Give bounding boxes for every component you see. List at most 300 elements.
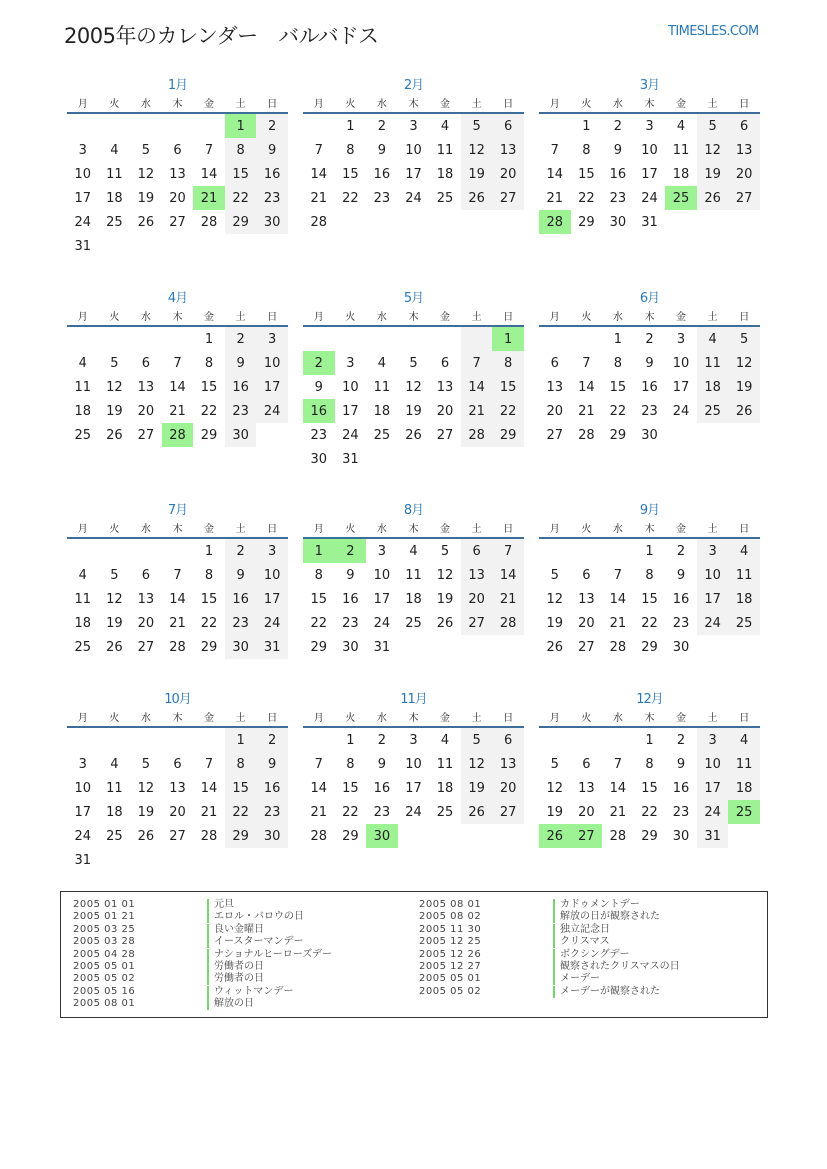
day-cell[interactable]: 19 — [137, 190, 155, 206]
day-cell[interactable]: 1 — [582, 118, 591, 134]
day-cell[interactable]: 7 — [204, 142, 214, 158]
day-cell[interactable]: 24 — [342, 427, 359, 443]
day-cell[interactable]: 5 — [697, 113, 729, 138]
day-cell[interactable]: 18 — [74, 403, 92, 419]
day-cell[interactable]: 13 — [492, 752, 524, 776]
holiday-day-cell[interactable]: 26 — [539, 824, 571, 848]
day-cell[interactable]: 8 — [492, 351, 524, 375]
day-cell[interactable]: 23 — [672, 615, 690, 631]
day-cell[interactable]: 28 — [578, 427, 595, 443]
day-cell[interactable]: 17 — [74, 190, 92, 206]
day-cell[interactable]: 31 — [373, 639, 391, 655]
day-cell[interactable]: 4 — [409, 543, 418, 559]
day-cell[interactable]: 17 — [697, 776, 729, 800]
day-cell[interactable]: 7 — [314, 756, 323, 772]
day-cell[interactable]: 23 — [225, 399, 257, 423]
day-cell[interactable]: 17 — [405, 780, 422, 796]
day-cell[interactable]: 13 — [492, 138, 524, 162]
day-cell[interactable]: 6 — [550, 355, 559, 371]
day-cell[interactable]: 20 — [492, 776, 524, 800]
day-cell[interactable]: 24 — [697, 800, 729, 824]
day-cell[interactable]: 17 — [641, 166, 658, 182]
day-cell[interactable]: 18 — [373, 403, 391, 419]
day-cell[interactable]: 3 — [409, 118, 418, 134]
day-cell[interactable]: 28 — [310, 214, 328, 230]
day-cell[interactable]: 1 — [346, 118, 355, 134]
day-cell[interactable]: 2 — [613, 118, 623, 134]
day-cell[interactable]: 6 — [582, 567, 591, 583]
day-cell[interactable]: 18 — [106, 190, 123, 206]
holiday-day-cell[interactable]: 2 — [335, 538, 367, 563]
day-cell[interactable]: 3 — [256, 538, 288, 563]
day-cell[interactable]: 9 — [676, 567, 686, 583]
day-cell[interactable]: 29 — [200, 639, 218, 655]
day-cell[interactable]: 24 — [405, 804, 422, 820]
day-cell[interactable]: 25 — [106, 828, 123, 844]
day-cell[interactable]: 29 — [578, 214, 595, 230]
holiday-day-cell[interactable]: 25 — [665, 186, 697, 210]
day-cell[interactable]: 27 — [137, 427, 155, 443]
day-cell[interactable]: 2 — [225, 326, 257, 351]
day-cell[interactable]: 19 — [697, 162, 729, 186]
day-cell[interactable]: 22 — [342, 804, 359, 820]
day-cell[interactable]: 10 — [256, 351, 288, 375]
day-cell[interactable]: 17 — [74, 804, 92, 820]
day-cell[interactable]: 21 — [461, 399, 493, 423]
holiday-day-cell[interactable]: 2 — [303, 351, 335, 375]
day-cell[interactable]: 20 — [492, 162, 524, 186]
day-cell[interactable]: 16 — [672, 591, 690, 607]
day-cell[interactable]: 30 — [256, 210, 288, 234]
day-cell[interactable]: 19 — [405, 403, 422, 419]
day-cell[interactable]: 11 — [436, 756, 454, 772]
day-cell[interactable]: 7 — [550, 142, 559, 158]
day-cell[interactable]: 29 — [641, 639, 658, 655]
day-cell[interactable]: 23 — [373, 190, 391, 206]
day-cell[interactable]: 6 — [728, 113, 760, 138]
day-cell[interactable]: 9 — [377, 756, 387, 772]
day-cell[interactable]: 27 — [436, 427, 454, 443]
day-cell[interactable]: 23 — [342, 615, 359, 631]
day-cell[interactable]: 7 — [173, 355, 182, 371]
day-cell[interactable]: 17 — [373, 591, 391, 607]
day-cell[interactable]: 29 — [200, 427, 218, 443]
day-cell[interactable]: 17 — [342, 403, 359, 419]
day-cell[interactable]: 14 — [169, 379, 186, 395]
day-cell[interactable]: 8 — [204, 567, 214, 583]
day-cell[interactable]: 19 — [106, 615, 123, 631]
day-cell[interactable]: 16 — [225, 375, 257, 399]
day-cell[interactable]: 11 — [672, 142, 690, 158]
day-cell[interactable]: 12 — [461, 752, 493, 776]
holiday-day-cell[interactable]: 28 — [539, 210, 571, 234]
day-cell[interactable]: 20 — [169, 190, 186, 206]
day-cell[interactable]: 7 — [204, 756, 214, 772]
day-cell[interactable]: 19 — [461, 776, 493, 800]
day-cell[interactable]: 7 — [461, 351, 493, 375]
day-cell[interactable]: 16 — [342, 591, 359, 607]
day-cell[interactable]: 3 — [346, 355, 355, 371]
day-cell[interactable]: 10 — [74, 780, 92, 796]
day-cell[interactable]: 3 — [697, 727, 729, 752]
day-cell[interactable]: 4 — [697, 326, 729, 351]
day-cell[interactable]: 22 — [641, 804, 658, 820]
day-cell[interactable]: 23 — [373, 804, 391, 820]
day-cell[interactable]: 25 — [697, 399, 729, 423]
day-cell[interactable]: 10 — [641, 142, 658, 158]
day-cell[interactable]: 27 — [546, 427, 564, 443]
day-cell[interactable]: 5 — [110, 567, 119, 583]
day-cell[interactable]: 9 — [225, 351, 257, 375]
day-cell[interactable]: 13 — [728, 138, 760, 162]
day-cell[interactable]: 5 — [550, 756, 559, 772]
day-cell[interactable]: 2 — [256, 727, 288, 752]
day-cell[interactable]: 14 — [492, 563, 524, 587]
day-cell[interactable]: 3 — [409, 732, 418, 748]
day-cell[interactable]: 27 — [461, 611, 493, 635]
day-cell[interactable]: 26 — [137, 214, 155, 230]
day-cell[interactable]: 15 — [342, 780, 359, 796]
day-cell[interactable]: 6 — [492, 727, 524, 752]
day-cell[interactable]: 24 — [672, 403, 690, 419]
day-cell[interactable]: 12 — [546, 591, 564, 607]
day-cell[interactable]: 25 — [436, 804, 454, 820]
day-cell[interactable]: 14 — [546, 166, 564, 182]
day-cell[interactable]: 20 — [461, 587, 493, 611]
day-cell[interactable]: 19 — [546, 804, 564, 820]
day-cell[interactable]: 26 — [697, 186, 729, 210]
day-cell[interactable]: 27 — [492, 800, 524, 824]
day-cell[interactable]: 23 — [310, 427, 328, 443]
day-cell[interactable]: 5 — [461, 727, 493, 752]
day-cell[interactable]: 12 — [405, 379, 422, 395]
day-cell[interactable]: 16 — [256, 162, 288, 186]
day-cell[interactable]: 2 — [377, 118, 387, 134]
day-cell[interactable]: 22 — [310, 615, 328, 631]
day-cell[interactable]: 10 — [697, 752, 729, 776]
day-cell[interactable]: 1 — [346, 732, 355, 748]
day-cell[interactable]: 5 — [141, 756, 151, 772]
day-cell[interactable]: 9 — [346, 567, 355, 583]
day-cell[interactable]: 21 — [578, 403, 595, 419]
day-cell[interactable]: 26 — [137, 828, 155, 844]
day-cell[interactable]: 29 — [641, 828, 658, 844]
day-cell[interactable]: 18 — [436, 166, 454, 182]
day-cell[interactable]: 2 — [676, 732, 686, 748]
day-cell[interactable]: 24 — [405, 190, 422, 206]
day-cell[interactable]: 27 — [728, 186, 760, 210]
day-cell[interactable]: 6 — [173, 142, 182, 158]
day-cell[interactable]: 3 — [645, 118, 654, 134]
day-cell[interactable]: 5 — [409, 355, 418, 371]
day-cell[interactable]: 12 — [461, 138, 493, 162]
day-cell[interactable]: 6 — [582, 756, 591, 772]
day-cell[interactable]: 14 — [310, 166, 328, 182]
day-cell[interactable]: 10 — [672, 355, 690, 371]
day-cell[interactable]: 21 — [310, 804, 328, 820]
day-cell[interactable]: 31 — [342, 451, 359, 467]
day-cell[interactable]: 6 — [141, 355, 151, 371]
day-cell[interactable]: 27 — [492, 186, 524, 210]
holiday-day-cell[interactable]: 30 — [366, 824, 398, 848]
day-cell[interactable]: 17 — [405, 166, 422, 182]
day-cell[interactable]: 3 — [377, 543, 387, 559]
day-cell[interactable]: 9 — [256, 752, 288, 776]
day-cell[interactable]: 1 — [613, 331, 623, 347]
day-cell[interactable]: 14 — [609, 591, 627, 607]
day-cell[interactable]: 6 — [461, 538, 493, 563]
day-cell[interactable]: 12 — [106, 379, 123, 395]
day-cell[interactable]: 8 — [346, 756, 355, 772]
day-cell[interactable]: 9 — [225, 563, 257, 587]
day-cell[interactable]: 15 — [641, 780, 658, 796]
day-cell[interactable]: 4 — [676, 118, 686, 134]
day-cell[interactable]: 30 — [225, 635, 257, 659]
day-cell[interactable]: 27 — [578, 639, 595, 655]
holiday-day-cell[interactable]: 25 — [728, 800, 760, 824]
holiday-day-cell[interactable]: 16 — [303, 399, 335, 423]
day-cell[interactable]: 15 — [492, 375, 524, 399]
day-cell[interactable]: 15 — [200, 591, 218, 607]
day-cell[interactable]: 24 — [641, 190, 658, 206]
day-cell[interactable]: 16 — [609, 166, 627, 182]
day-cell[interactable]: 6 — [492, 113, 524, 138]
day-cell[interactable]: 16 — [373, 780, 391, 796]
day-cell[interactable]: 29 — [225, 824, 257, 848]
day-cell[interactable]: 12 — [137, 780, 155, 796]
day-cell[interactable]: 30 — [672, 639, 690, 655]
day-cell[interactable]: 27 — [169, 214, 186, 230]
day-cell[interactable]: 18 — [697, 375, 729, 399]
day-cell[interactable]: 3 — [256, 326, 288, 351]
day-cell[interactable]: 11 — [405, 567, 422, 583]
day-cell[interactable]: 2 — [225, 538, 257, 563]
day-cell[interactable]: 9 — [314, 379, 323, 395]
day-cell[interactable]: 29 — [609, 427, 627, 443]
day-cell[interactable]: 10 — [405, 756, 422, 772]
day-cell[interactable]: 25 — [106, 214, 123, 230]
day-cell[interactable]: 31 — [74, 238, 92, 254]
day-cell[interactable]: 11 — [373, 379, 391, 395]
day-cell[interactable]: 4 — [728, 538, 760, 563]
day-cell[interactable]: 7 — [582, 355, 591, 371]
day-cell[interactable]: 20 — [436, 403, 454, 419]
day-cell[interactable]: 31 — [697, 824, 729, 848]
day-cell[interactable]: 9 — [256, 138, 288, 162]
day-cell[interactable]: 8 — [645, 756, 654, 772]
day-cell[interactable]: 25 — [436, 190, 454, 206]
day-cell[interactable]: 26 — [546, 639, 564, 655]
day-cell[interactable]: 21 — [169, 403, 186, 419]
day-cell[interactable]: 1 — [645, 732, 654, 748]
day-cell[interactable]: 16 — [256, 776, 288, 800]
day-cell[interactable]: 18 — [728, 776, 760, 800]
day-cell[interactable]: 26 — [728, 399, 760, 423]
day-cell[interactable]: 2 — [645, 331, 654, 347]
day-cell[interactable]: 18 — [106, 804, 123, 820]
day-cell[interactable]: 16 — [641, 379, 658, 395]
day-cell[interactable]: 17 — [256, 375, 288, 399]
day-cell[interactable]: 5 — [550, 567, 559, 583]
day-cell[interactable]: 27 — [137, 639, 155, 655]
holiday-day-cell[interactable]: 1 — [303, 538, 335, 563]
day-cell[interactable]: 13 — [169, 780, 186, 796]
day-cell[interactable]: 30 — [342, 639, 359, 655]
day-cell[interactable]: 22 — [342, 190, 359, 206]
day-cell[interactable]: 23 — [641, 403, 658, 419]
day-cell[interactable]: 20 — [578, 615, 595, 631]
day-cell[interactable]: 21 — [546, 190, 564, 206]
day-cell[interactable]: 31 — [641, 214, 658, 230]
day-cell[interactable]: 16 — [225, 587, 257, 611]
day-cell[interactable]: 19 — [546, 615, 564, 631]
day-cell[interactable]: 14 — [609, 780, 627, 796]
day-cell[interactable]: 13 — [461, 563, 493, 587]
day-cell[interactable]: 16 — [373, 166, 391, 182]
day-cell[interactable]: 25 — [74, 639, 92, 655]
day-cell[interactable]: 21 — [310, 190, 328, 206]
day-cell[interactable]: 26 — [106, 427, 123, 443]
holiday-day-cell[interactable]: 28 — [162, 423, 194, 447]
day-cell[interactable]: 28 — [169, 639, 186, 655]
day-cell[interactable]: 13 — [578, 591, 595, 607]
day-cell[interactable]: 8 — [225, 138, 257, 162]
day-cell[interactable]: 28 — [461, 423, 493, 447]
day-cell[interactable]: 6 — [141, 567, 151, 583]
day-cell[interactable]: 5 — [728, 326, 760, 351]
day-cell[interactable]: 25 — [728, 611, 760, 635]
day-cell[interactable]: 1 — [225, 727, 257, 752]
day-cell[interactable]: 21 — [200, 804, 218, 820]
day-cell[interactable]: 29 — [492, 423, 524, 447]
day-cell[interactable]: 29 — [342, 828, 359, 844]
day-cell[interactable]: 12 — [436, 567, 454, 583]
day-cell[interactable]: 21 — [169, 615, 186, 631]
day-cell[interactable]: 23 — [256, 186, 288, 210]
day-cell[interactable]: 19 — [106, 403, 123, 419]
holiday-day-cell[interactable]: 27 — [571, 824, 603, 848]
day-cell[interactable]: 23 — [225, 611, 257, 635]
day-cell[interactable]: 30 — [310, 451, 328, 467]
day-cell[interactable]: 10 — [256, 563, 288, 587]
day-cell[interactable]: 15 — [342, 166, 359, 182]
day-cell[interactable]: 4 — [78, 355, 87, 371]
day-cell[interactable]: 20 — [578, 804, 595, 820]
day-cell[interactable]: 22 — [225, 186, 257, 210]
day-cell[interactable]: 20 — [137, 403, 155, 419]
day-cell[interactable]: 4 — [377, 355, 387, 371]
day-cell[interactable]: 9 — [676, 756, 686, 772]
day-cell[interactable]: 22 — [578, 190, 595, 206]
day-cell[interactable]: 14 — [578, 379, 595, 395]
day-cell[interactable]: 23 — [672, 804, 690, 820]
day-cell[interactable]: 5 — [461, 113, 493, 138]
day-cell[interactable]: 28 — [200, 214, 218, 230]
day-cell[interactable]: 13 — [137, 379, 155, 395]
day-cell[interactable]: 22 — [492, 399, 524, 423]
day-cell[interactable]: 14 — [200, 780, 218, 796]
day-cell[interactable]: 9 — [613, 142, 623, 158]
day-cell[interactable]: 25 — [373, 427, 391, 443]
day-cell[interactable]: 28 — [609, 828, 627, 844]
day-cell[interactable]: 24 — [256, 611, 288, 635]
day-cell[interactable]: 30 — [225, 423, 257, 447]
day-cell[interactable]: 12 — [697, 138, 729, 162]
day-cell[interactable]: 15 — [225, 162, 257, 186]
day-cell[interactable]: 17 — [672, 379, 690, 395]
day-cell[interactable]: 7 — [173, 567, 182, 583]
day-cell[interactable]: 6 — [173, 756, 182, 772]
day-cell[interactable]: 12 — [137, 166, 155, 182]
day-cell[interactable]: 13 — [578, 780, 595, 796]
day-cell[interactable]: 25 — [405, 615, 422, 631]
day-cell[interactable]: 5 — [110, 355, 119, 371]
day-cell[interactable]: 8 — [204, 355, 214, 371]
day-cell[interactable]: 3 — [676, 331, 686, 347]
day-cell[interactable]: 4 — [110, 142, 119, 158]
day-cell[interactable]: 4 — [440, 732, 450, 748]
day-cell[interactable]: 14 — [200, 166, 218, 182]
day-cell[interactable]: 30 — [609, 214, 627, 230]
day-cell[interactable]: 22 — [200, 615, 218, 631]
day-cell[interactable]: 22 — [609, 403, 627, 419]
day-cell[interactable]: 18 — [74, 615, 92, 631]
day-cell[interactable]: 21 — [609, 804, 627, 820]
day-cell[interactable]: 12 — [546, 780, 564, 796]
day-cell[interactable]: 5 — [440, 543, 450, 559]
day-cell[interactable]: 12 — [106, 591, 123, 607]
day-cell[interactable]: 13 — [546, 379, 564, 395]
holiday-day-cell[interactable]: 1 — [225, 113, 257, 138]
day-cell[interactable]: 19 — [436, 591, 454, 607]
day-cell[interactable]: 14 — [461, 375, 493, 399]
day-cell[interactable]: 28 — [310, 828, 328, 844]
day-cell[interactable]: 23 — [609, 190, 627, 206]
day-cell[interactable]: 7 — [314, 142, 323, 158]
day-cell[interactable]: 19 — [137, 804, 155, 820]
day-cell[interactable]: 1 — [204, 331, 214, 347]
day-cell[interactable]: 18 — [405, 591, 422, 607]
day-cell[interactable]: 13 — [137, 591, 155, 607]
day-cell[interactable]: 7 — [613, 756, 623, 772]
day-cell[interactable]: 21 — [609, 615, 627, 631]
day-cell[interactable]: 14 — [169, 591, 186, 607]
day-cell[interactable]: 23 — [256, 800, 288, 824]
day-cell[interactable]: 30 — [672, 828, 690, 844]
day-cell[interactable]: 13 — [169, 166, 186, 182]
day-cell[interactable]: 25 — [74, 427, 92, 443]
day-cell[interactable]: 4 — [440, 118, 450, 134]
day-cell[interactable]: 30 — [256, 824, 288, 848]
day-cell[interactable]: 28 — [200, 828, 218, 844]
day-cell[interactable]: 4 — [110, 756, 119, 772]
day-cell[interactable]: 22 — [641, 615, 658, 631]
day-cell[interactable]: 5 — [141, 142, 151, 158]
day-cell[interactable]: 11 — [106, 166, 123, 182]
day-cell[interactable]: 6 — [440, 355, 450, 371]
day-cell[interactable]: 26 — [436, 615, 454, 631]
day-cell[interactable]: 29 — [310, 639, 328, 655]
day-cell[interactable]: 20 — [169, 804, 186, 820]
day-cell[interactable]: 24 — [697, 611, 729, 635]
site-logo[interactable]: TIMESLES.COM — [668, 24, 759, 39]
day-cell[interactable]: 10 — [342, 379, 359, 395]
day-cell[interactable]: 11 — [74, 379, 92, 395]
day-cell[interactable]: 15 — [578, 166, 595, 182]
day-cell[interactable]: 19 — [728, 375, 760, 399]
day-cell[interactable]: 2 — [256, 113, 288, 138]
day-cell[interactable]: 1 — [645, 543, 654, 559]
